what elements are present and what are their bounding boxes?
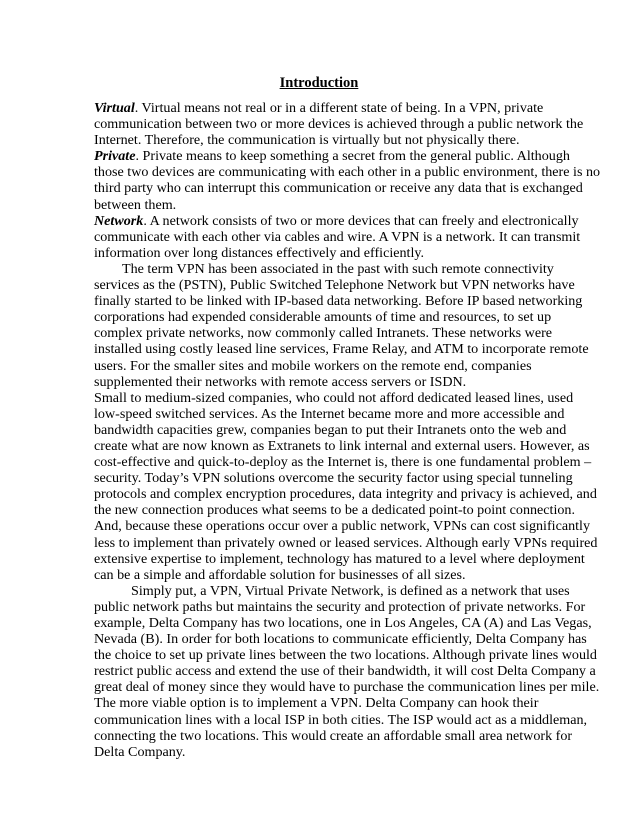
text-line: restrict public access and extend the use of their bandwidth, it will cost Delta Company a bbox=[94, 663, 596, 680]
text-line: can be a simple and affordable solution for businesses of all sizes. bbox=[94, 566, 466, 583]
text-line bbox=[94, 148, 570, 165]
page-title: Introduction bbox=[279, 75, 359, 91]
text-line: communicate with each other via cables and wire. A VPN is a network. It can transmit bbox=[94, 228, 581, 245]
text-line: between them. bbox=[94, 196, 177, 213]
term-virtual: Virtual bbox=[94, 100, 135, 116]
text-line: communication lines with a local ISP in both cities. The ISP would act as a middleman, bbox=[94, 711, 588, 728]
text-line: The term VPN has been associated in the past with such remote connectivity bbox=[122, 260, 554, 277]
text-line: Internet. Therefore, the communication is virtually but not physically there. bbox=[94, 132, 520, 149]
text-line: And, because these operations occur over a public network, VPNs can cost significantly bbox=[94, 518, 591, 535]
text-line: communication between two or more devices is achieved through a public network the bbox=[94, 116, 584, 133]
text-line bbox=[94, 212, 579, 229]
text-line-content: . A network consists of two or more devices that can freely and electronically bbox=[143, 212, 579, 229]
text-line: public network paths but maintains the security and protection of private networks. For bbox=[94, 598, 586, 615]
text-line: information over long distances effectively and efficiently. bbox=[94, 244, 425, 261]
text-line: example, Delta Company has two locations, one in Los Angeles, CA (A) and Las Vegas, bbox=[94, 615, 592, 631]
text-line: bandwidth capacities grew, companies began to put their Intranets onto the web and bbox=[94, 421, 567, 438]
text-line: installed using costly leased line services, Frame Relay, and ATM to incorporate remote bbox=[94, 341, 589, 358]
text-line bbox=[94, 100, 549, 116]
text-line-content: . Private means to keep something a secret from the general public. Although bbox=[135, 148, 570, 165]
text-line: low-speed switched services. As the Internet became more and more accessible and bbox=[94, 405, 565, 422]
text-line: users. For the smaller sites and mobile workers on the remote end, companies bbox=[94, 357, 532, 374]
text-line: Small to medium-sized companies, who could not afford dedicated leased lines, used bbox=[94, 389, 574, 406]
text-line: The more viable option is to implement a VPN. Delta Company can hook their bbox=[94, 695, 539, 712]
text-line: connecting the two locations. This would create an affordable small area network for bbox=[94, 727, 573, 744]
text-line: security. Today’s VPN solutions overcome the security factor using special tunneling bbox=[94, 470, 573, 487]
text-line: great deal of money since they would have to purchase the communication lines per mile. bbox=[94, 679, 600, 696]
text-line: Delta Company. bbox=[94, 743, 186, 760]
text-line: corporations had expended considerable amounts of time and resources, to set up bbox=[94, 309, 552, 326]
text-line: finally started to be linked with IP-based data networking. Before IP based networking bbox=[94, 293, 583, 310]
term-network: Network bbox=[94, 212, 144, 229]
text-line: those two devices are communicating with each other in a public environment, there is no bbox=[94, 164, 601, 181]
text-line: supplemented their networks with remote access servers or ISDN. bbox=[94, 373, 467, 390]
document-body bbox=[94, 100, 601, 760]
text-line: Nevada (B). In order for both locations to communicate efficiently, Delta Company has bbox=[94, 631, 587, 648]
text-line-content: . Virtual means not real or in a different state of being. In a VPN, private bbox=[134, 100, 544, 116]
text-line: complex private networks, now commonly called Intranets. These networks were bbox=[94, 325, 553, 342]
text-line: the choice to set up private lines between the two locations. Although private lines would bbox=[94, 647, 597, 664]
text-line: protocols and complex encryption procedures, data integrity and privacy is achieved, and bbox=[94, 486, 597, 503]
text-line: the new connection produces what seems to be a dedicated point-to point connection. bbox=[94, 502, 575, 519]
text-line: less to implement than privately owned or leased services. Although early VPNs required bbox=[94, 534, 598, 551]
text-line: services as the (PSTN), Public Switched Telephone Network but VPN networks have bbox=[94, 277, 575, 294]
text-line: Simply put, a VPN, Virtual Private Network, is defined as a network that uses bbox=[131, 582, 570, 599]
term-private: Private bbox=[94, 148, 136, 165]
text-line: third party who can interrupt this communication or receive any data that is exchanged bbox=[94, 180, 583, 197]
text-line: cost-effective and quick-to-deploy as the Internet is, there is one fundamental problem – bbox=[94, 454, 592, 471]
text-line: create what are now known as Extranets to link internal and external users. However, as bbox=[94, 437, 590, 454]
text-line: extensive expertise to implement, technology has matured to a level where deployment bbox=[94, 550, 585, 567]
